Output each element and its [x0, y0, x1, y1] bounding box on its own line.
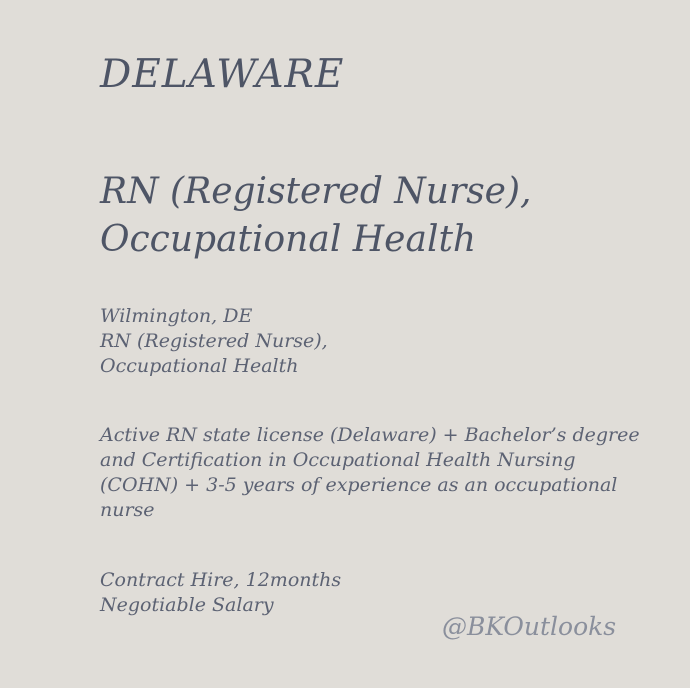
- requirements-line-4: nurse: [100, 499, 155, 521]
- job-title-line-2: Occupational Health: [100, 219, 477, 260]
- job-title: [100, 168, 531, 264]
- job-title-line-1: RN (Registered Nurse),: [100, 171, 532, 212]
- job-details: [100, 304, 328, 379]
- requirements-line-3: (COHN) + 3-5 years of experience as an occupational: [100, 474, 618, 496]
- job-terms: [100, 568, 341, 618]
- job-requirements: [100, 423, 640, 523]
- requirements-line-2: and Certification in Occupational Health Nursing: [100, 449, 576, 471]
- job-role-line-2: Occupational Health: [100, 355, 299, 377]
- contract-type: Contract Hire, 12months: [100, 569, 342, 591]
- job-location: Wilmington, DE: [100, 305, 253, 327]
- job-role-line-1: RN (Registered Nurse),: [100, 330, 328, 352]
- salary-info: Negotiable Salary: [100, 594, 274, 616]
- state-heading: DELAWARE: [100, 52, 345, 97]
- requirements-line-1: Active RN state license (Delaware) + Bachelor’s degree: [100, 424, 640, 446]
- social-handle: @BKOutlooks: [442, 612, 617, 641]
